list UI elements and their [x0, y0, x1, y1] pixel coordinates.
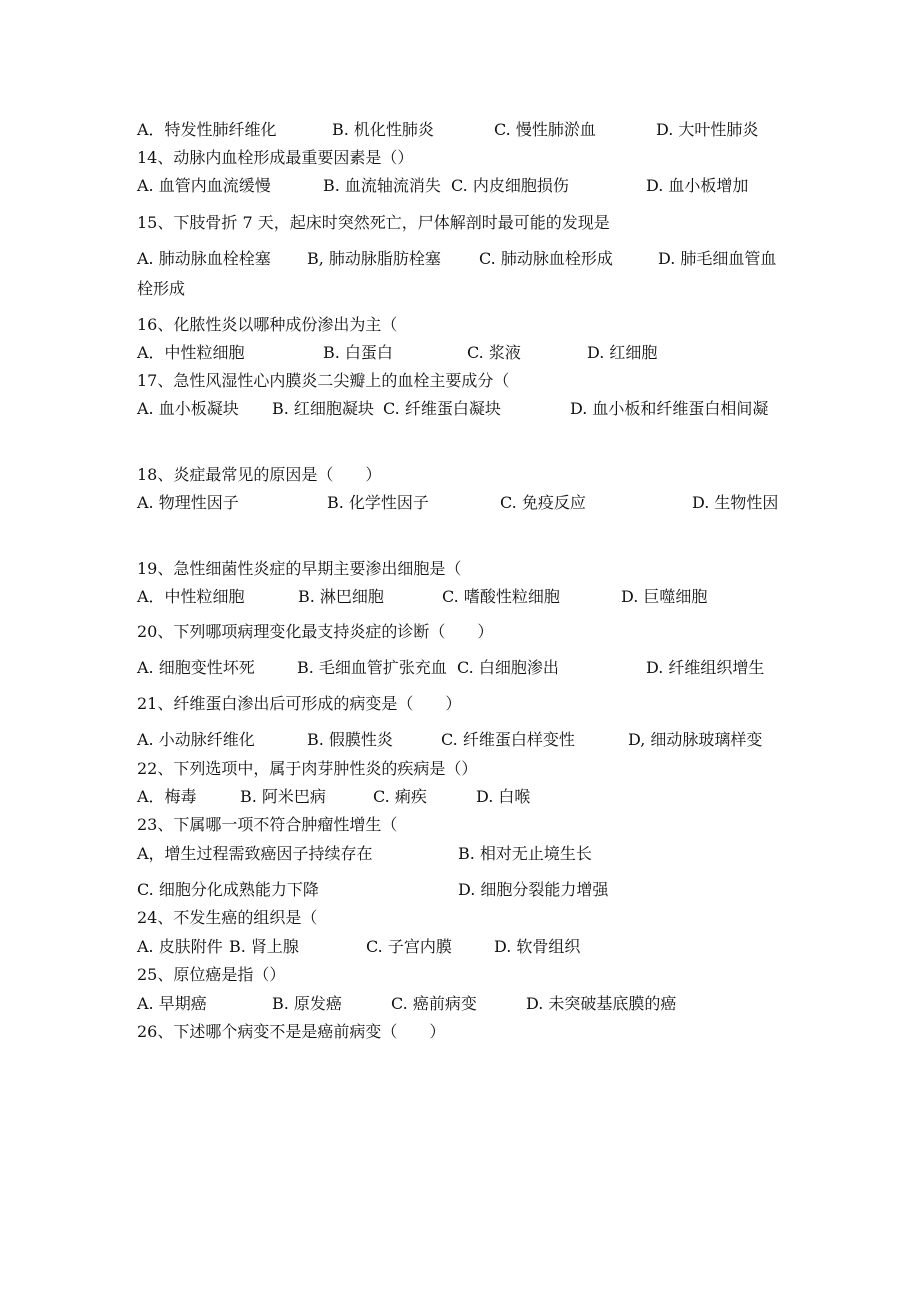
text-line: [0, 992, 920, 1016]
text-line: [0, 813, 920, 837]
option-text: A．特发性肺纤维化: [137, 120, 277, 139]
option-text: A. 血小板凝块: [137, 399, 239, 418]
option-text: A．梅毒: [137, 787, 197, 806]
option-text: B. 阿米巴病: [240, 787, 326, 806]
text-line: [0, 397, 920, 421]
option-text: D. 大叶性肺炎: [656, 120, 759, 139]
text-line: [0, 341, 920, 365]
option-text: A，增生过程需致癌因子持续存在: [137, 844, 373, 863]
option-text: D. 软骨组织: [494, 937, 581, 956]
question-text: 16、化脓性炎以哪种成份渗出为主（: [137, 315, 398, 334]
text-line: [0, 146, 920, 170]
text-line: [0, 277, 920, 301]
question-text: 栓形成: [137, 279, 186, 298]
option-text: C. 内皮细胞损伤: [451, 176, 569, 195]
option-text: A. 早期癌: [137, 994, 207, 1013]
text-line: [0, 585, 920, 609]
text-line: [0, 463, 920, 487]
question-text: 23、下属哪一项不符合肿瘤性增生（: [137, 815, 398, 834]
text-line: [0, 369, 920, 393]
text-line: [0, 785, 920, 809]
option-text: B. 原发癌: [272, 994, 342, 1013]
text-line: [0, 313, 920, 337]
text-line: [0, 963, 920, 987]
question-text: 19、急性细菌性炎症的早期主要渗出细胞是（: [137, 559, 462, 578]
option-text: D. 血小板增加: [646, 176, 749, 195]
option-text: D. 巨噬细胞: [621, 587, 708, 606]
option-text: B. 红细胞凝块: [272, 399, 374, 418]
option-text: C. 纤维蛋白凝块: [383, 399, 501, 418]
text-line: [0, 757, 920, 781]
option-text: D, 细动脉玻璃样变: [628, 730, 763, 749]
option-text: C. 嗜酸性粒细胞: [442, 587, 560, 606]
text-line: [0, 692, 920, 716]
option-text: A．中性粒细胞: [137, 587, 245, 606]
option-text: A. 小动脉纤维化: [137, 730, 255, 749]
text-line: [0, 491, 920, 515]
text-line: [0, 174, 920, 198]
option-text: D. 血小板和纤维蛋白相间凝: [570, 399, 769, 418]
question-text: 20、下列哪项病理变化最支持炎症的诊断（ ）: [137, 622, 494, 641]
text-line: [0, 211, 920, 235]
option-text: C. 慢性肺淤血: [494, 120, 596, 139]
option-text: A. 细胞变性坏死: [137, 658, 255, 677]
option-text: D. 肺毛细血管血: [658, 249, 777, 268]
text-line: [0, 557, 920, 581]
text-line: [0, 935, 920, 959]
option-text: D. 白喉: [476, 787, 531, 806]
text-line: [0, 728, 920, 752]
option-text: A. 皮肤附件: [137, 937, 223, 956]
question-text: 14、动脉内血栓形成最重要因素是（）: [137, 148, 414, 167]
option-text: C. 白细胞渗出: [457, 658, 559, 677]
option-text: A. 物理性因子: [137, 493, 239, 512]
question-text: 26、下述哪个病变不是是癌前病变（ ）: [137, 1022, 446, 1041]
option-text: A. 肺动脉血栓栓塞: [137, 249, 271, 268]
option-text: C. 子宫内膜: [366, 937, 452, 956]
option-text: C. 癌前病变: [391, 994, 477, 1013]
text-line: [0, 906, 920, 930]
option-text: D. 未突破基底膜的癌: [526, 994, 677, 1013]
option-text: C. 免疫反应: [500, 493, 586, 512]
option-text: B. 毛细血管扩张充血: [297, 658, 447, 677]
option-text: C. 纤维蛋白样变性: [441, 730, 575, 749]
question-text: 24、不发生癌的组织是（: [137, 908, 318, 927]
option-text: A．中性粒细胞: [137, 343, 245, 362]
question-text: 18、炎症最常见的原因是（ ）: [137, 465, 382, 484]
option-text: A. 血管内血流缓慢: [137, 176, 271, 195]
text-line: [0, 1020, 920, 1044]
option-text: B. 淋巴细胞: [298, 587, 384, 606]
option-text: B. 相对无止境生长: [458, 844, 592, 863]
text-line: [0, 118, 920, 142]
question-text: 15、下肢骨折 7 天，起床时突然死亡，尸体解剖时最可能的发现是: [137, 213, 610, 232]
option-text: B. 白蛋白: [323, 343, 393, 362]
option-text: D. 红细胞: [587, 343, 658, 362]
option-text: B. 肾上腺: [229, 937, 299, 956]
option-text: B. 假膜性炎: [307, 730, 393, 749]
question-text: 17、急性风湿性心内膜炎二尖瓣上的血栓主要成分（: [137, 371, 510, 390]
option-text: C. 浆液: [467, 343, 521, 362]
text-line: [0, 247, 920, 271]
question-text: 22、下列选项中，属于肉芽肿性炎的疾病是（）: [137, 759, 478, 778]
option-text: B. 机化性肺炎: [332, 120, 434, 139]
question-text: 25、原位癌是指（）: [137, 965, 286, 984]
option-text: D. 细胞分裂能力增强: [458, 880, 609, 899]
option-text: C. 肺动脉血栓形成: [479, 249, 613, 268]
text-line: [0, 656, 920, 680]
option-text: D. 生物性因: [692, 493, 779, 512]
question-text: 21、纤维蛋白渗出后可形成的病变是（ ）: [137, 694, 462, 713]
text-line: [0, 620, 920, 644]
text-line: [0, 842, 920, 866]
option-text: B. 血流轴流消失: [323, 176, 441, 195]
text-line: [0, 878, 920, 902]
option-text: C. 细胞分化成熟能力下降: [137, 880, 319, 899]
option-text: D. 纤维组织增生: [646, 658, 765, 677]
option-text: B, 肺动脉脂肪栓塞: [307, 249, 441, 268]
option-text: C. 痢疾: [373, 787, 427, 806]
option-text: B. 化学性因子: [327, 493, 429, 512]
